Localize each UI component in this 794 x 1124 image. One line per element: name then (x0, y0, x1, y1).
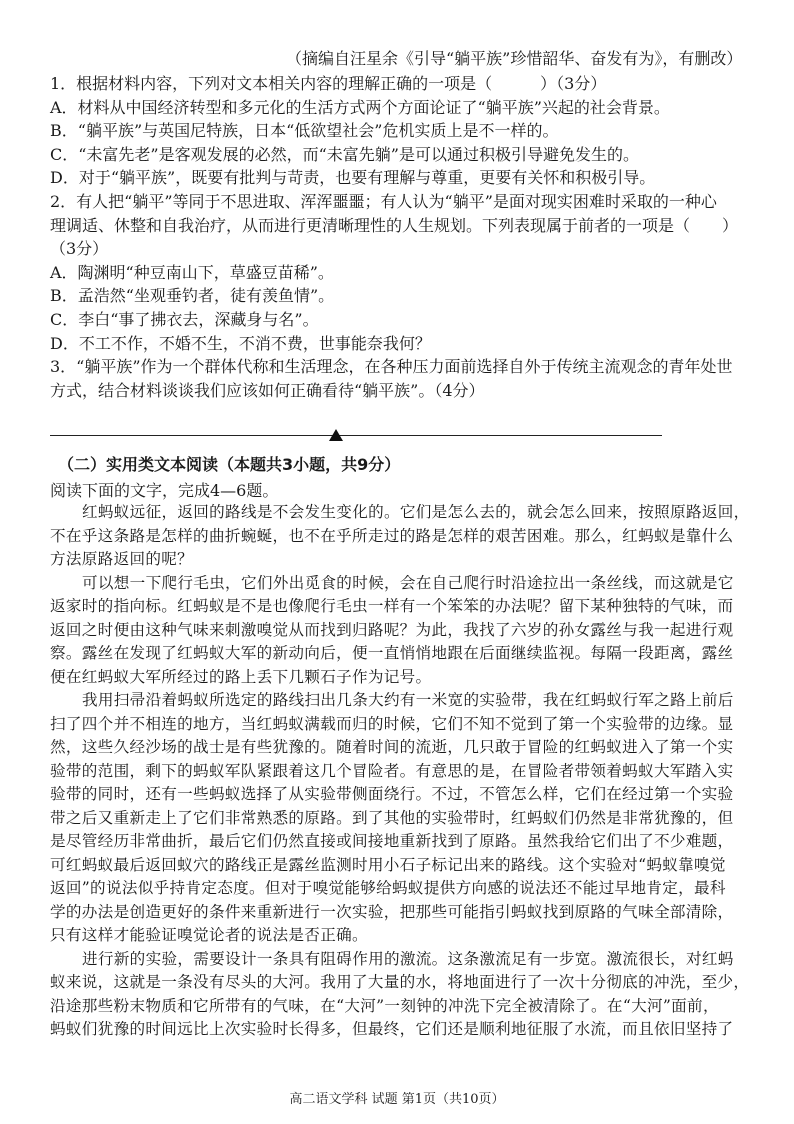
passage-line: 只有这样才能验证嗅觉论者的说法是否正确。 (50, 926, 368, 944)
passage-line: 蚂蚁们犹豫的时间远比上次实验时长得多，但最终，它们还是顺利地征服了水流，而且依旧坚持了 (50, 1020, 734, 1038)
question-2-stem-line: 理调适、休整和自我治疗，从而进行更清晰理性的人生规划。下列表现属于前者的一项是（ ） (50, 215, 739, 235)
passage-line: 我用扫帚沿着蚂蚁所选定的路线扫出几条大约有一米宽的实验带，我在红蚂蚁行军之路上前后 (82, 691, 734, 709)
passage-line: 扫了四个并不相连的地方，当红蚂蚁满载而归的时候，它们不知不觉到了第一个实验带的边缘。显 (50, 714, 734, 733)
source-note: （摘编自汪星余《引导“躺平族”珍惜韶华、奋发有为》，有删改） (286, 49, 743, 68)
passage-line: 带之后又重新走上了它们非常熟悉的原路。到了其他的实验带时，红蚂蚁们仍然是非常犹豫的，但 (50, 808, 734, 827)
question-1 (50, 72, 770, 190)
question-3 (50, 355, 770, 402)
question-1-option-c: C．“未富先老”是客观发展的必然，而“未富先躺”是可以通过积极引导避免发生的。 (50, 144, 639, 164)
passage-line: 进行新的实验，需要设计一条具有阻碍作用的激流。这条激流足有一步宽。激流很长，对红蚂 (82, 949, 734, 968)
section-divider (50, 435, 662, 436)
passage-line: 察。露丝在发现了红蚂蚁大军的新动向后，便一直悄悄地跟在后面继续监视。每隔一段距离，露丝 (50, 644, 734, 662)
question-2-option-a: A．陶渊明“种豆南山下，草盛豆苗稀”。 (50, 262, 334, 282)
question-1-option-d: D．对于“躺平族”，既要有批判与苛责，也要有理解与尊重，更要有关怀和积极引导。 (50, 168, 656, 188)
passage-line: 沿途那些粉末物质和它所带有的气味，在“大河”一刻钟的冲洗下完全被清除了。在“大河”面前， (50, 996, 719, 1015)
question-2-option-c: C．李白“事了拂衣去，深藏身与名”。 (50, 309, 319, 329)
question-2-option-b: B．孟浩然“坐观垂钓者，徒有羡鱼情”。 (50, 286, 335, 306)
passage-line: 然，这些久经沙场的战士是有些犹豫的。随着时间的流逝，几只敢于冒险的红蚂蚁进入了第一个实 (50, 738, 734, 756)
question-2-stem-line: 2．有人把“躺平”等同于不思进取、浑浑噩噩；有人认为“躺平”是面对现实困难时采取的一种心 (50, 192, 717, 211)
question-3-stem-line: 方式，结合材料谈谈我们应该如何正确看待“躺平族”。（4分） (50, 380, 485, 400)
question-3-stem-line: 3．“躺平族”作为一个群体代称和生活理念，在各种压力面前选择自外于传统主流观念的青年处世 (50, 357, 733, 376)
passage-line: 验带的同时，还有一些蚂蚁选择了从实验带侧面绕行。不过，不管怎么样，它们在经过第一个实验 (50, 785, 734, 803)
passage-line: 便在红蚂蚁大军所经过的路上丢下几颗石子作为记号。 (50, 667, 432, 686)
reading-passage (50, 501, 762, 1042)
triangle-marker-icon (329, 429, 343, 441)
passage-line: 红蚂蚁远征，返回的路线是不会发生变化的。它们是怎么去的，就会怎么回来，按照原路返回， (82, 503, 750, 521)
passage-line: 蚁来说，这就是一条没有尽头的大河。我用了大量的水，将地面进行了一次十分彻底的冲洗，至少， (50, 973, 750, 991)
question-1-stem: 1．根据材料内容，下列对文本相关内容的理解正确的一项是（ ）（3分） (50, 74, 607, 93)
passage-line: 不在乎这条路是怎样的曲折蜿蜒，也不在乎所走过的路是怎样的艰苦困难。那么，红蚂蚁是靠什么 (50, 526, 734, 545)
passage-line: 验带的范围，剩下的蚂蚁军队紧跟着这几个冒险者。有意思的是，在冒险者带领着蚂蚁大军踏入实 (50, 761, 734, 780)
question-1-option-a: A．材料从中国经济转型和多元化的生活方式两个方面论证了“躺平族”兴起的社会背景。 (50, 97, 670, 117)
passage-line: 是尽管经历非常曲折，最后它们仍然直接或间接地重新找到了原路。虽然我给它们出了不少难题， (50, 832, 734, 850)
passage-line: 可以想一下爬行毛虫，它们外出觅食的时候，会在自己爬行时沿途拉出一条丝线，而这就是它 (82, 573, 734, 592)
passage-line: 可红蚂蚁最后返回蚁穴的路线正是露丝监测时用小石子标记出来的路线。这个实验对“蚂蚁靠嗅觉 (50, 855, 726, 874)
section-2-intro: 阅读下面的文字，完成4—6题。 (50, 481, 279, 500)
question-2-option-d: D．不工不作，不婚不生，不消不费，世事能奈我何？ (50, 333, 431, 353)
question-2-points: （3分） (50, 239, 109, 259)
passage-line: 返回”的说法似乎持肯定态度。但对于嗅觉能够给蚂蚁提供方向感的说法还不能过早地肯定，最科 (50, 879, 726, 897)
section-2-title: （二）实用类文本阅读（本题共3小题，共9分） (58, 455, 401, 474)
passage-line: 返回之时便由这种气味来刺激嗅觉从而找到归路呢？为此，我找了六岁的孙女露丝与我一起进行观 (50, 620, 734, 639)
page-footer: 高二语文学科 试题 第1页（共10页） (289, 1092, 505, 1107)
passage-line: 返家时的指向标。红蚂蚁是不是也像爬行毛虫一样有一个笨笨的办法呢？留下某种独特的气味，而 (50, 597, 734, 615)
question-2 (50, 190, 770, 355)
question-1-option-b: B．“躺平族”与英国尼特族，日本“低欲望社会”危机实质上是不一样的。 (50, 121, 559, 141)
passage-line: 方法原路返回的呢？ (50, 550, 194, 568)
passage-line: 学的办法是创造更好的条件来重新进行一次实验，把那些可能指引蚂蚁找到原路的气味全部清除， (50, 902, 734, 921)
